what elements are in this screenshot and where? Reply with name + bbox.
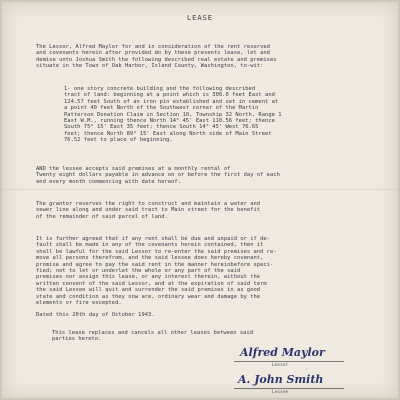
text-line: parties hereto. xyxy=(52,336,102,343)
text-line: tract of land: beginning at a point which is 300.0 feet East and xyxy=(64,92,275,99)
text-line: East W.M., running thence North 14° 45' East 110.56 feet; thence xyxy=(64,118,275,125)
paper-fold xyxy=(2,189,398,191)
text-line: fied; not to let or underlet the whole or any part of the said xyxy=(36,268,241,275)
text-line: demise unto Joshua Smith the following described real estate and premises xyxy=(36,56,277,63)
opening-paragraph xyxy=(36,44,277,70)
lessor-signature: Alfred Maylor xyxy=(240,346,325,359)
text-line: 76.52 feet to place of beginning. xyxy=(64,137,173,144)
text-line: feet; thence North 89° 15' East along North side of Main Street xyxy=(64,130,272,137)
text-line: Twenty eight dollars payable in advance on or before the first day of each xyxy=(36,172,280,179)
text-line: 1- one story concrete building and the following described xyxy=(64,86,256,92)
text-line: of the remainder of said parcel of land. xyxy=(36,213,168,220)
text-line: 124.57 feet South of an iron pin established and set in cement at xyxy=(64,98,279,105)
lessee-signature-line xyxy=(234,388,344,389)
text-line: and every month commencing with date hereof. xyxy=(36,178,181,185)
lessee-signature: A. John Smith xyxy=(238,373,324,386)
cancellation-paragraph xyxy=(52,330,253,343)
text-line: premises nor assign this lease, or any interest therein, without the xyxy=(36,274,261,281)
lessor-caption: Lessor xyxy=(272,363,289,368)
property-description xyxy=(64,86,282,144)
rent-paragraph xyxy=(36,166,280,185)
text-line: fault shall be made in any of the covenants herein contained, then it xyxy=(36,242,264,249)
text-line: a point 40 feet North of the Southwest corner of the Martin xyxy=(64,105,259,112)
text-line: elements or fire excepted. xyxy=(36,300,122,307)
text-line: This lease replaces and cancels all other leases between said xyxy=(52,330,254,336)
document-title: LEASE xyxy=(186,14,214,22)
lessor-signature-line xyxy=(234,361,344,362)
text-line: the said Lessee will quit and surrender the said premises in as good xyxy=(36,287,261,294)
text-line: South 75° 15' East 35 feet; thence South 14° 45' West 76.65 xyxy=(64,124,259,131)
text-line: state and condition as they now are, ordinary wear and damage by the xyxy=(36,293,261,300)
text-line: The Lessor, Alfred Maylor for and in consideration of the rent reserved xyxy=(36,44,270,50)
text-line: It is further agreed that if any rent shall be due and unpaid or if de- xyxy=(36,236,270,242)
text-line: Patterson Donation Claim in Section 10, Township 32 North, Range 1 xyxy=(64,111,282,118)
text-line: situate in the Town of Oak Harbor, Island County, Washington, to-wit: xyxy=(36,63,264,70)
easement-paragraph xyxy=(36,201,260,220)
lessee-caption: Lessee xyxy=(272,390,289,395)
text-line: The grantor reserves the right to construct and maintain a water and xyxy=(36,201,261,207)
text-line: written consent of the said Lessor, and at the expiration of said term xyxy=(36,280,267,287)
text-line: and covenants herein after provided do by these presents lease, let and xyxy=(36,50,270,57)
lease-document xyxy=(2,2,398,398)
text-line: promise and agree to pay the said rent in the manner hereinbefore speci- xyxy=(36,261,274,268)
text-line: shall be lawful for the said Lessor to re-enter the said premises and re- xyxy=(36,248,277,255)
text-line: move all persons therefrom, and the said lessee does hereby covenant, xyxy=(36,255,264,262)
dated-line: Dated this 20th day of October 1943. xyxy=(36,312,155,318)
terms-paragraph xyxy=(36,236,277,306)
text-line: sewer line along and under said tract to Main street for the benefit xyxy=(36,207,261,214)
text-line: AND the lessee accepts said premises at a monthly rental of xyxy=(36,166,231,172)
